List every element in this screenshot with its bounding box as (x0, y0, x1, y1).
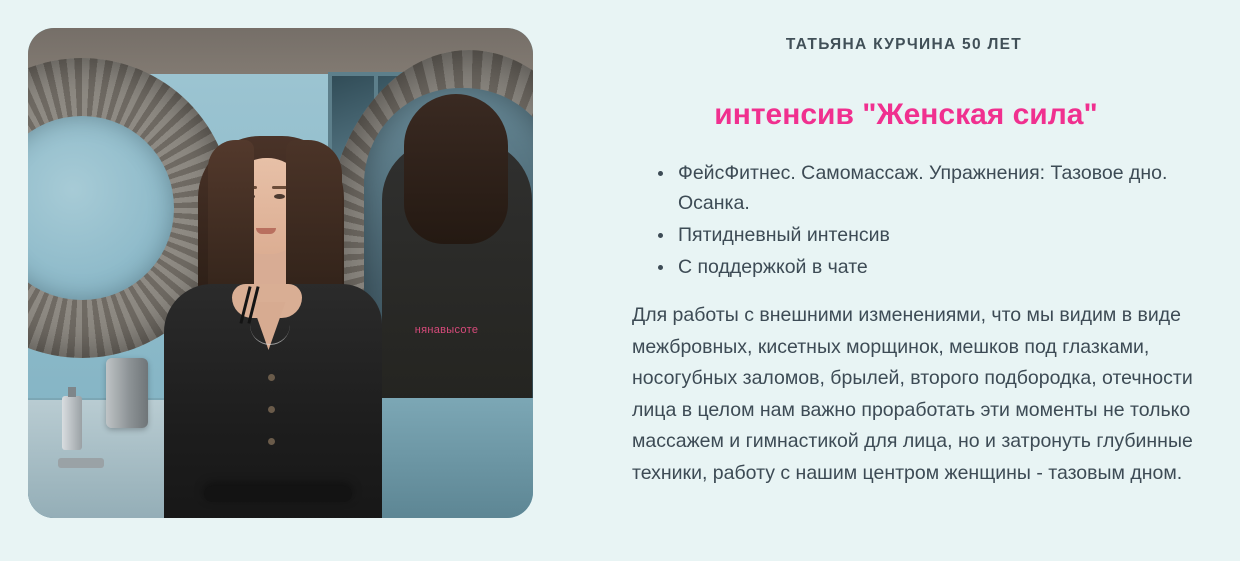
list-item: Пятидневный интенсив (678, 220, 1198, 250)
photo-subject-dress-button (268, 406, 275, 413)
list-item: С поддержкой в чате (678, 252, 1198, 282)
description-paragraph: Для работы с внешними изменениями, что мы видим в виде межбровных, кисетных морщинок, мешков под глазками, носогубных заломов, брылей, второго подбородка, отечности лица в целом нам важно проработать эти моменты не только массажем и гимнастикой для лица, но и затронуть глубинные техники, работу с нашим центром женщины - тазовым дном. (632, 304, 1193, 484)
photo-mirror-reflection-hair (404, 94, 508, 244)
photo-subject-necklace (250, 286, 290, 345)
photo-subject-eyebrow-right (272, 186, 287, 189)
photo-subject-belt (204, 486, 352, 502)
photo-subject-mouth (256, 228, 276, 234)
page-title: интенсив "Женская сила" (714, 98, 1098, 131)
photo-mirror-watermark-text: нянавысоте (414, 324, 479, 336)
portrait-photo (28, 28, 533, 518)
photo-soap-dispenser (106, 358, 148, 428)
photo-subject (146, 88, 396, 518)
photo-subject-eye-right (274, 194, 285, 199)
list-item: ФейсФитнес. Самомассаж. Упражнения: Тазовое дно. Осанка. (678, 158, 1198, 218)
photo-column (0, 0, 560, 561)
photo-bottle (62, 396, 82, 450)
text-column (560, 0, 1240, 561)
photo-subject-dress-button (268, 374, 275, 381)
photo-subject-dress-button (268, 438, 275, 445)
feature-list (632, 158, 1198, 282)
photo-tap (58, 458, 104, 468)
author-eyebrow: ТАТЬЯНА КУРЧИНА 50 ЛЕТ (785, 36, 1023, 53)
